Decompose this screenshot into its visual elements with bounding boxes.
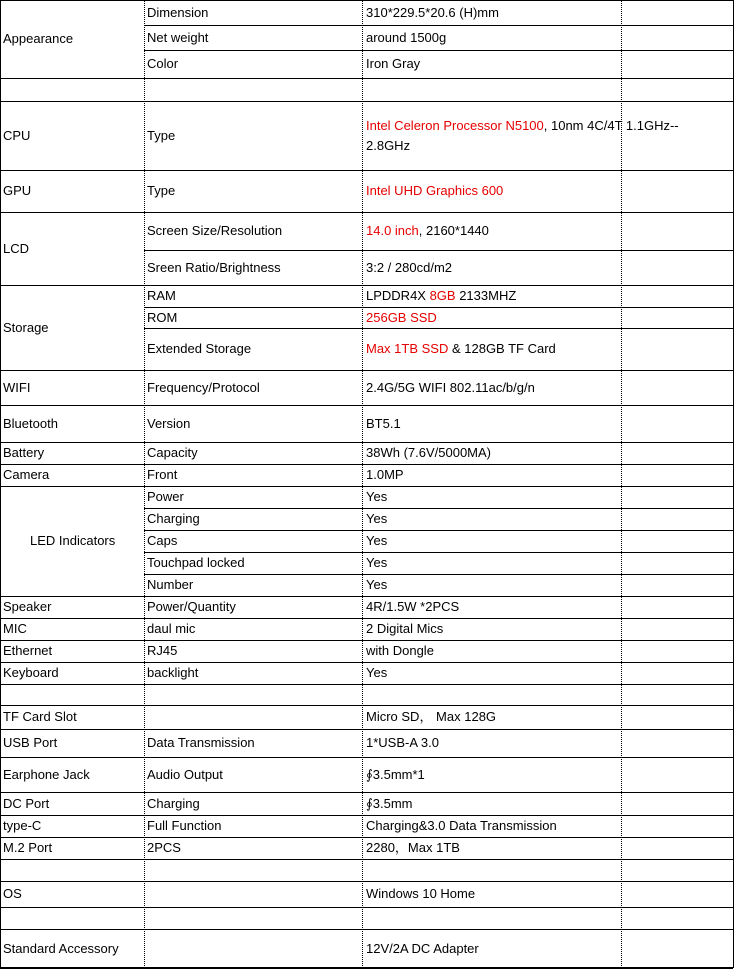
- row-separator: [144, 307, 733, 308]
- row-border: [0, 212, 733, 213]
- spec-value-lcd-1: [366, 260, 452, 276]
- category-wifi: WIFI: [3, 379, 31, 395]
- spec-name-earphone-jack-0: Audio Output: [147, 766, 223, 782]
- spec-name-usb-port-0: Data Transmission: [147, 735, 255, 750]
- row-separator: [144, 250, 733, 251]
- table-right-border: [733, 881, 734, 907]
- table-right-border: [733, 705, 734, 729]
- category-ethernet: Ethernet: [3, 643, 53, 658]
- table-right-border: [733, 815, 734, 837]
- spec-value-wifi-0: [366, 380, 535, 396]
- value-text: Yes: [366, 665, 388, 680]
- row-separator: [144, 574, 733, 575]
- spec-name-wifi-0: Frequency/Protocol: [147, 379, 260, 395]
- spec-value-earphone-jack-0: [366, 767, 425, 783]
- spec-value-appearance-2: [366, 56, 420, 72]
- highlight-text: Max 1TB SSD: [366, 341, 449, 356]
- value-text: , 2160*1440: [418, 223, 489, 238]
- category-type-c: type-C: [3, 818, 42, 833]
- row-separator: [144, 552, 733, 553]
- spec-name-gpu-0: Type: [147, 183, 176, 198]
- category-dc-port: DC Port: [3, 795, 50, 811]
- value-text: Yes: [366, 533, 388, 548]
- category-earphone-jack: Earphone Jack: [3, 766, 90, 782]
- value-text: Charging&3.0 Data Transmission: [366, 818, 557, 833]
- spec-value-os-0: [366, 886, 475, 902]
- table-right-border: [733, 757, 734, 792]
- row-border: [0, 442, 733, 443]
- value-text: Yes: [366, 577, 388, 592]
- spec-name-storage-1: ROM: [147, 309, 178, 325]
- spec-value-cpu-0-line2: 2.8GHz: [366, 137, 411, 153]
- value-text: Yes: [366, 511, 388, 526]
- grid-column-line: [362, 0, 363, 968]
- spec-name-storage-0: RAM: [147, 288, 176, 303]
- value-text: around 1500g: [366, 29, 447, 45]
- category-speaker: Speaker: [3, 599, 52, 614]
- spec-name-appearance-0: Dimension: [147, 4, 209, 20]
- spec-value-speaker-0: [366, 599, 459, 615]
- value-text: 2280，Max 1TB: [366, 840, 460, 855]
- table-left-border: [0, 0, 1, 968]
- spacer-right-border: [733, 907, 734, 929]
- spec-name-keyboard-0: backlight: [147, 665, 199, 680]
- spec-name-m-2-port-0: 2PCS: [147, 840, 181, 855]
- spec-name-storage-2: Extended Storage: [147, 341, 252, 356]
- table-right-border: [733, 464, 734, 486]
- table-right-border: [733, 792, 734, 815]
- row-border: [0, 929, 733, 930]
- spec-value-storage-0: [366, 288, 516, 304]
- table-right-border: [733, 170, 734, 212]
- spec-value-standard-accessory-0: [366, 941, 479, 957]
- value-text: LPDDR4X: [366, 288, 430, 303]
- spec-value-mic-0: [366, 621, 443, 637]
- category-usb-port: USB Port: [3, 735, 58, 750]
- spec-value-cpu-0: [366, 118, 679, 134]
- table-right-border: [733, 729, 734, 757]
- value-text: BT5.1: [366, 415, 401, 431]
- row-border: [0, 792, 733, 793]
- value-text: 4R/1.5W *2PCS: [366, 599, 460, 614]
- table-right-border: [733, 618, 734, 640]
- spec-name-ethernet-0: RJ45: [147, 643, 178, 658]
- spec-name-lcd-0: Screen Size/Resolution: [147, 223, 283, 238]
- category-bluetooth: Bluetooth: [3, 415, 58, 431]
- category-standard-accessory: Standard Accessory: [3, 940, 119, 956]
- value-text: Yes: [366, 555, 388, 570]
- row-border: [0, 881, 733, 882]
- value-text: 2133MHZ: [455, 288, 517, 303]
- row-separator: [144, 25, 733, 26]
- spec-value-led-indicators-0: [366, 489, 387, 505]
- value-text: Windows 10 Home: [366, 886, 476, 901]
- highlight-text: Intel Celeron Processor N5100: [366, 117, 544, 133]
- spec-value-appearance-1: [366, 30, 446, 46]
- spec-name-speaker-0: Power/Quantity: [147, 599, 236, 614]
- grid-column-line: [144, 0, 145, 968]
- grid-column-line: [621, 0, 622, 968]
- category-m-2-port: M.2 Port: [3, 840, 53, 855]
- spacer-right-border: [733, 78, 734, 101]
- value-text: 310*229.5*20.6 (H)mm: [366, 4, 499, 20]
- row-border: [0, 684, 733, 685]
- spec-name-type-c-0: Full Function: [147, 818, 222, 833]
- value-text: Yes: [366, 489, 388, 504]
- category-led-indicators: LED Indicators: [30, 533, 116, 548]
- category-gpu: GPU: [3, 183, 32, 198]
- category-storage: Storage: [3, 319, 49, 335]
- table-right-border: [733, 285, 734, 370]
- highlight-text: 8GB: [429, 288, 456, 303]
- spec-name-led-indicators-1: Charging: [147, 511, 200, 526]
- value-text: Iron Gray: [366, 56, 421, 71]
- table-right-border: [733, 101, 734, 170]
- category-tf-card-slot: TF Card Slot: [3, 709, 77, 724]
- row-border: [0, 370, 733, 371]
- value-text: & 128GB TF Card: [448, 341, 556, 356]
- table-right-border: [733, 405, 734, 442]
- spec-value-bluetooth-0: [366, 416, 401, 432]
- spec-name-dc-port-0: Charging: [147, 795, 200, 811]
- spec-value-usb-port-0: [366, 735, 439, 751]
- spec-value-led-indicators-2: [366, 533, 387, 549]
- table-right-border: [733, 486, 734, 596]
- spacer-right-border: [733, 859, 734, 881]
- spec-value-led-indicators-3: [366, 555, 387, 571]
- table-right-border: [733, 662, 734, 684]
- spec-name-led-indicators-3: Touchpad locked: [147, 555, 245, 570]
- value-text: 1*USB-A 3.0: [366, 735, 439, 750]
- spec-name-lcd-1: Sreen Ratio/Brightness: [147, 259, 281, 275]
- row-border: [0, 464, 733, 465]
- value-text: 1.0MP: [366, 467, 404, 482]
- row-separator: [144, 530, 733, 531]
- row-border: [0, 285, 733, 286]
- value-text: Micro SD， Max 128G: [366, 709, 497, 724]
- spec-value-m-2-port-0: [366, 840, 460, 856]
- row-border: [0, 618, 733, 619]
- row-border: [0, 0, 733, 1]
- row-border: [0, 405, 733, 406]
- row-border: [0, 596, 733, 597]
- category-lcd: LCD: [3, 240, 30, 256]
- value-text: 2 Digital Mics: [366, 621, 444, 636]
- spec-value-dc-port-0: [366, 796, 413, 812]
- table-right-border: [733, 929, 734, 968]
- row-border: [0, 907, 733, 908]
- row-separator: [144, 328, 733, 329]
- value-text: 3:2 / 280cd/m2: [366, 259, 452, 275]
- spec-value-tf-card-slot-0: [366, 709, 496, 725]
- spec-value-led-indicators-1: [366, 511, 387, 527]
- spec-value-battery-0: [366, 445, 491, 461]
- row-border: [0, 705, 733, 706]
- row-border: [0, 486, 733, 487]
- spec-value-appearance-0: [366, 5, 499, 21]
- table-right-border: [733, 212, 734, 285]
- spec-name-battery-0: Capacity: [147, 445, 198, 460]
- spec-value-gpu-0: [366, 183, 503, 199]
- spec-value-led-indicators-4: [366, 577, 387, 593]
- table-right-border: [733, 640, 734, 662]
- spacer-right-border: [733, 684, 734, 705]
- row-border: [0, 837, 733, 838]
- row-border: [0, 640, 733, 641]
- category-os: OS: [3, 886, 22, 901]
- table-right-border: [733, 596, 734, 618]
- spec-value-camera-0: [366, 467, 404, 483]
- spec-value-ethernet-0: [366, 643, 434, 659]
- category-keyboard: Keyboard: [3, 665, 59, 680]
- row-border: [0, 859, 733, 860]
- category-cpu: CPU: [3, 127, 31, 143]
- spec-name-appearance-1: Net weight: [147, 29, 209, 45]
- table-right-border: [733, 442, 734, 464]
- value-text: , 10nm 4C/4T 1.1GHz--: [543, 117, 679, 133]
- spec-name-mic-0: daul mic: [147, 621, 196, 636]
- spec-value-storage-1: [366, 310, 437, 326]
- row-border: [0, 170, 733, 171]
- table-right-border: [733, 370, 734, 405]
- spec-name-bluetooth-0: Version: [147, 415, 191, 431]
- table-right-border: [733, 837, 734, 859]
- category-battery: Battery: [3, 445, 45, 460]
- highlight-text: 256GB SSD: [366, 309, 437, 325]
- category-appearance: Appearance: [3, 31, 74, 46]
- row-border: [0, 78, 733, 79]
- row-border: [0, 729, 733, 730]
- spec-name-led-indicators-4: Number: [147, 577, 194, 592]
- highlight-text: Intel UHD Graphics 600: [366, 183, 504, 198]
- category-mic: MIC: [3, 621, 27, 636]
- category-camera: Camera: [3, 467, 50, 482]
- spec-value-type-c-0: [366, 818, 557, 834]
- row-border: [0, 662, 733, 663]
- spec-name-camera-0: Front: [147, 467, 178, 482]
- value-text: 12V/2A DC Adapter: [366, 940, 479, 956]
- table-right-border: [733, 0, 734, 78]
- value-text: ∮3.5mm*1: [366, 766, 425, 782]
- value-text: with Dongle: [366, 643, 434, 658]
- spec-value-keyboard-0: [366, 665, 387, 681]
- row-border: [0, 101, 733, 102]
- value-text: ∮3.5mm: [366, 795, 413, 811]
- spec-name-appearance-2: Color: [147, 56, 179, 71]
- spec-value-storage-2: [366, 341, 556, 357]
- spec-name-led-indicators-2: Caps: [147, 533, 178, 548]
- spec-name-led-indicators-0: Power: [147, 489, 184, 504]
- spec-value-lcd-0: [366, 223, 489, 239]
- row-border: [0, 757, 733, 758]
- highlight-text: 14.0 inch: [366, 223, 419, 238]
- value-text: 2.4G/5G WIFI 802.11ac/b/g/n: [366, 379, 535, 395]
- row-separator: [144, 50, 733, 51]
- value-text: 38Wh (7.6V/5000MA): [366, 445, 492, 460]
- row-border: [0, 815, 733, 816]
- row-separator: [144, 508, 733, 509]
- spec-name-cpu-0: Type: [147, 127, 176, 143]
